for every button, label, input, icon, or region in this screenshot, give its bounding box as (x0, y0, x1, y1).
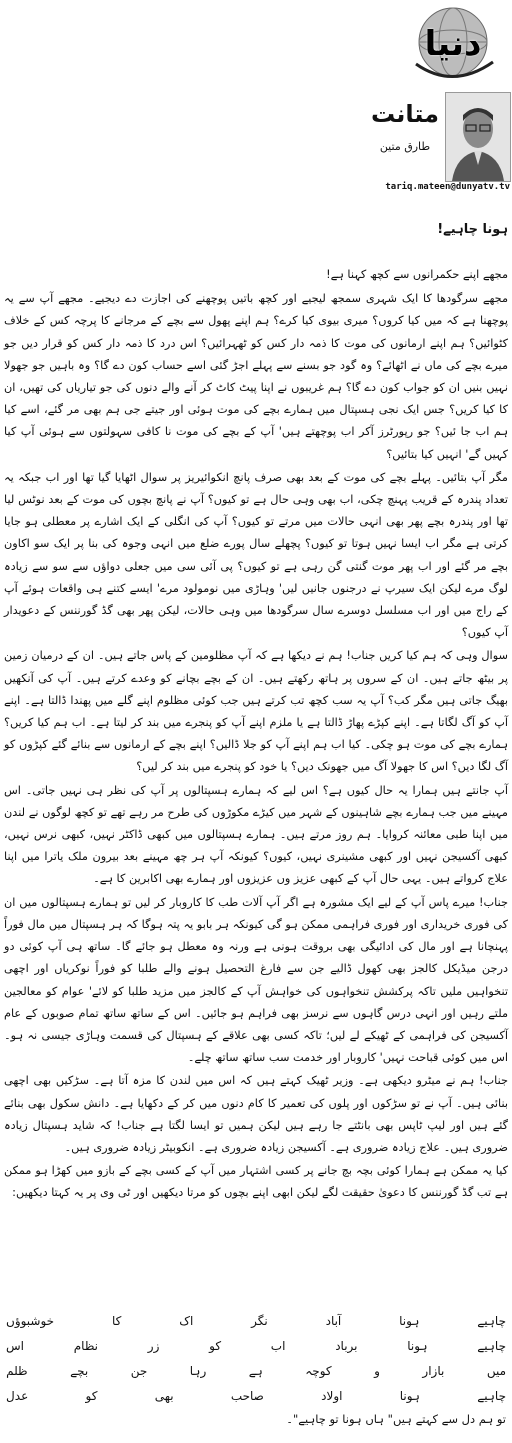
poem-word: ظلم (6, 1363, 28, 1378)
poem-word: اولاد (321, 1388, 343, 1403)
poem-word: عدل (6, 1388, 29, 1403)
paragraph: کیا یہ ممکن ہے ہمارا کوئی بچہ بچ جانے پر کسی اشتہار میں آپ کے کسی بچے کے بازو میں کھڑا ہو ممکن ہے تب گڈ گورننس کا دعویٰ حقیقت لگے لیکن ابھی اپنے بچوں کو مرتا دیکھیں اور ٹی وی پر یہ کہتا دیکھیں: (4, 1164, 508, 1200)
poem-word: زر (147, 1338, 160, 1353)
poem-word: ہونا (407, 1338, 428, 1353)
poem-word: چاہیے (477, 1388, 506, 1403)
poem-word: نظام (73, 1338, 99, 1353)
poem-word: ہونا (399, 1313, 420, 1328)
author-photo (445, 92, 511, 182)
poem-word: اس (6, 1338, 24, 1353)
paragraph: مجھے سرگودھا کا ایک شہری سمجھ لیجیے اور کچھ باتیں پوچھنے کی اجازت دے دیجیے۔ مجھے آپ سے یہ پوچھنا ہے کہ میں کیا کروں؟ میری بیوی کیا کرے؟ ہم اپنے پھول سے بچے کے مرجانے کا پرچہ کس کے خلاف کٹوائیں؟ ہم اپنے ارمانوں کی موت کا ذمہ دار کس کو ٹھہرائیں؟ اس درد کا ذمہ دار کس کو قرار دیں جو میرے بچے کی ماں نے اٹھائے؟ وہ گود جو بسنے سے پہلے اجڑ گئی اسے حساب کون دے گا؟ وہ باہیں جو جھولا نہیں بنیں ان کو جواب کون دے گا؟ ہم غریبوں نے اپنا پیٹ کاٹ کر آنے والے دنوں کی جو تیاریاں کی تھیں، ان کا کیا کریں؟ جس ایک نجی ہسپتال میں ہمارے بچے کی موت ہوئی اور جیتے جی ہم بھی مر گئے، اسے کیا ہم اب جا ئیں؟ جو رپورٹرز آکر اب پوچھتے ہیں' آپ کے بچے کی موت نا کافی سہولتوں سے ہوئی آپ کیا کہیں گے' انہیں کیا بتائیں؟ (4, 292, 508, 461)
paragraph: سوال وہی کہ ہم کیا کریں جناب! ہم نے دیکھا ہے کہ آپ مظلومین کے پاس جاتے ہیں۔ ان کے درمیان زمین پر بیٹھ جاتے ہیں۔ ان کے سروں پر ہاتھ رکھتے ہیں۔ ان کے بچے بچانے کو وعدے کرتے ہیں۔ آپ کی آنکھیں بھیگ جاتی ہیں مگر کب؟ آپ یہ سب کچھ تب کرتے ہیں جب کوئی مظلوم اپنے گلے میں پھندا ڈالتا ہے۔ اپنے آپ کو آگ لگاتا ہے۔ اپنے کپڑے پھاڑ ڈالتا ہے یا ملزم اپنے آپ کو پنجرے میں بند کر لیتا ہے۔ اب ہم کیا کریں؟ ہمارے بچے کی موت ہو چکی۔ کیا اب ہم اپنے آپ کو جلا ڈالیں؟ اپنے بچے کے ارمانوں سے بنائے گئے کپڑوں کو آگ لگا دیں؟ اس کا جھولا آگ میں جھونک دیں؟ یا خود کو پنجرے میں بند کر لیں؟ (4, 649, 508, 774)
author-email: tariq.mateen@dunyatv.tv (385, 182, 510, 192)
poem-word: ہونا (399, 1388, 420, 1403)
poem-line (6, 1358, 506, 1383)
poem-word: بازار (422, 1363, 445, 1378)
poem-word: چاہیے (477, 1338, 506, 1353)
poem-word: رہا (189, 1363, 207, 1378)
poem-word: اک (179, 1313, 194, 1328)
poem-word: صاحب (230, 1388, 264, 1403)
poem-word: بھی (154, 1388, 174, 1403)
poem-word: آباد (325, 1313, 342, 1328)
paragraph: جناب! ہم نے میٹرو دیکھی ہے۔ وزیر ٹھیک کہتے ہیں کہ اس میں لندن کا مزہ آتا ہے۔ سڑکیں بھی اچھی بنائی ہیں۔ آپ نے تو سڑکوں اور پلوں کی تعمیر کا کام دنوں میں کر کے دکھایا ہے۔ دانش سکول بھی بنائے گئے ہیں اور لیپ ٹاپس بھی بانٹتے جا رہے ہیں لیکن ہمیں تو ایسا لگتا ہے جناب! کہ شاید ہسپتال زیادہ ضروری ہیں۔ علاج زیادہ ضروری ہے۔ آکسیجن زیادہ ضروری ہے۔ انکوبیٹر زیادہ ضروری ہیں۔ (4, 1074, 508, 1154)
poem-word: ہے (248, 1363, 263, 1378)
author-name: طارق متین (379, 140, 431, 153)
poem-line (6, 1383, 506, 1408)
column-name: متانت (370, 100, 440, 128)
closing-line: تو ہم دل سے کہتے ہیں" ہاں ہونا تو چاہیے"۔ (286, 1412, 506, 1426)
poem-word: نگر (251, 1313, 268, 1328)
poem-word: برباد (335, 1338, 358, 1353)
poem-word: چاہیے (477, 1313, 506, 1328)
paragraph: جناب! میرے پاس آپ کے لیے ایک مشورہ ہے اگر آپ آلات طب کا کاروبار کر لیں تو ہمارے ہسپتالوں میں ان کی فوری خریداری اور فوری فراہمی ممکن ہو گی کیونکہ ہر بابو یہ پتہ ہوگا کہ ہر ہسپتال میں مال فوراً پہنچانا ہے اور مال کی ادائیگی بھی بروقت ہونی ہے ورنہ وہ معطل ہو جائے گا۔ ساتھ ہی آپ کوئی دو درجن میڈیکل کالجز بھی کھول ڈالیے جن سے فارغ التحصیل ہونے والے طلبا کو فوراً نوکریاں اور اچھی تنخواہیں ملیں تاکہ پرکشش تنخواہوں کی خواہش آپ کے کالجز میں مزید طلبا کو لائے' عوام کو معالجین ملتے رہیں اور انہی درس گاہوں سے نرسز بھی فراہم ہو جائیں۔ اس کے ساتھ ساتھ تمام صوبوں کے عام آکسیجن کی فراہمی کے ٹھیکے لے لیں؛ تاکہ کسی بھی علاقے کے ہسپتال کی قسمت وہاڑی جیسی نہ ہو۔ اس میں کوئی قباحت نہیں' کاروبار اور خدمت سب ساتھ ساتھ چلے۔ (4, 895, 508, 1065)
poem-line (6, 1333, 506, 1358)
poem-word: میں (486, 1363, 506, 1378)
paragraph: آپ جانتے ہیں ہمارا یہ حال کیوں ہے؟ اس لیے کہ ہمارے ہسپتالوں پر آپ کی نظر ہی نہیں جاتی۔ اس مہینے میں جب ہمارے بچے شاہینوں کے شہر میں کیڑے مکوڑوں کی طرح مر رہے تھے تو کچھ لوگوں نے لندن میں اپنا طبی معائنہ کروایا۔ ہم روز مرتے ہیں۔ ہمارے ہسپتالوں میں کبھی ڈاکٹر نہیں، کبھی نرس نہیں، کبھی آکسیجن نہیں اور کبھی مشینری نہیں، کیوں؟ کیونکہ آپ ہر چھ مہینے بعد بیرون ملک یاترا میں اپنا علاج کرواتے ہیں۔ یہی حال آپ کے کبھی عزیز وں عزیزوں اور ہمارے بھی اکابرین کا ہے۔ (4, 783, 508, 886)
dunya-logo (398, 2, 508, 92)
paragraph: مجھے اپنے حکمرانوں سے کچھ کہنا ہے! (326, 268, 508, 281)
poem-word: اب (270, 1338, 286, 1353)
poem-word: کوچہ (305, 1363, 332, 1378)
poem-word: کو (85, 1388, 98, 1403)
poem (6, 1308, 506, 1408)
logo-text: دنیا (424, 24, 482, 64)
poem-word: کو (209, 1338, 222, 1353)
poem-word: و (374, 1363, 380, 1378)
headline: ہونا چاہیے! (437, 222, 508, 237)
poem-word: بچے (70, 1363, 89, 1378)
poem-line (6, 1308, 506, 1333)
paragraph: مگر آپ بتائیں۔ پہلے بچے کی موت کے بعد بھی صرف پانچ انکوائیریز پر سوال اٹھایا گیا تھا اور اب جبکہ یہ تعداد پندرہ کے قریب پہنچ چکی، اب بھی وہی حال ہے تو کیوں؟ آپ نے پانچ بچوں کی موت کے بعد نوٹس لیا تھا اور پندرہ بچے پھر بھی انہی حالات میں مرتے تو کیوں؟ آپ کی انگلی کے ایک اشارے پر معطلی ہو جایا کرتی ہے مگر اب ایسا نہیں ہوتا تو کیوں؟ پچھلے سال پورے ضلع میں انہی وجوہ کی بنا پر ایک سو اکاون بچے مر گئے اور اب پھر موت گنتی گن رہی ہے تو کیوں؟ پی آئی سی میں جعلی دواؤں سے سو سے زیادہ لوگ مرے لیکن ایک سیرپ نے درجنوں جانیں لیں' وہاڑی میں نومولود مرے' ایسے کتنے ہی واقعات ہوئے آپ کے راج میں اور اب مسلسل دوسرے سال سرگودھا میں وہی حالات، لیکن پھر بھی گڈ گورننس کے دعویدار آپ کیوں؟ (4, 470, 508, 640)
article-body (4, 264, 508, 1206)
poem-word: کا (111, 1313, 122, 1328)
poem-word: جن (130, 1363, 148, 1378)
poem-word: خوشبوؤں (6, 1313, 55, 1328)
